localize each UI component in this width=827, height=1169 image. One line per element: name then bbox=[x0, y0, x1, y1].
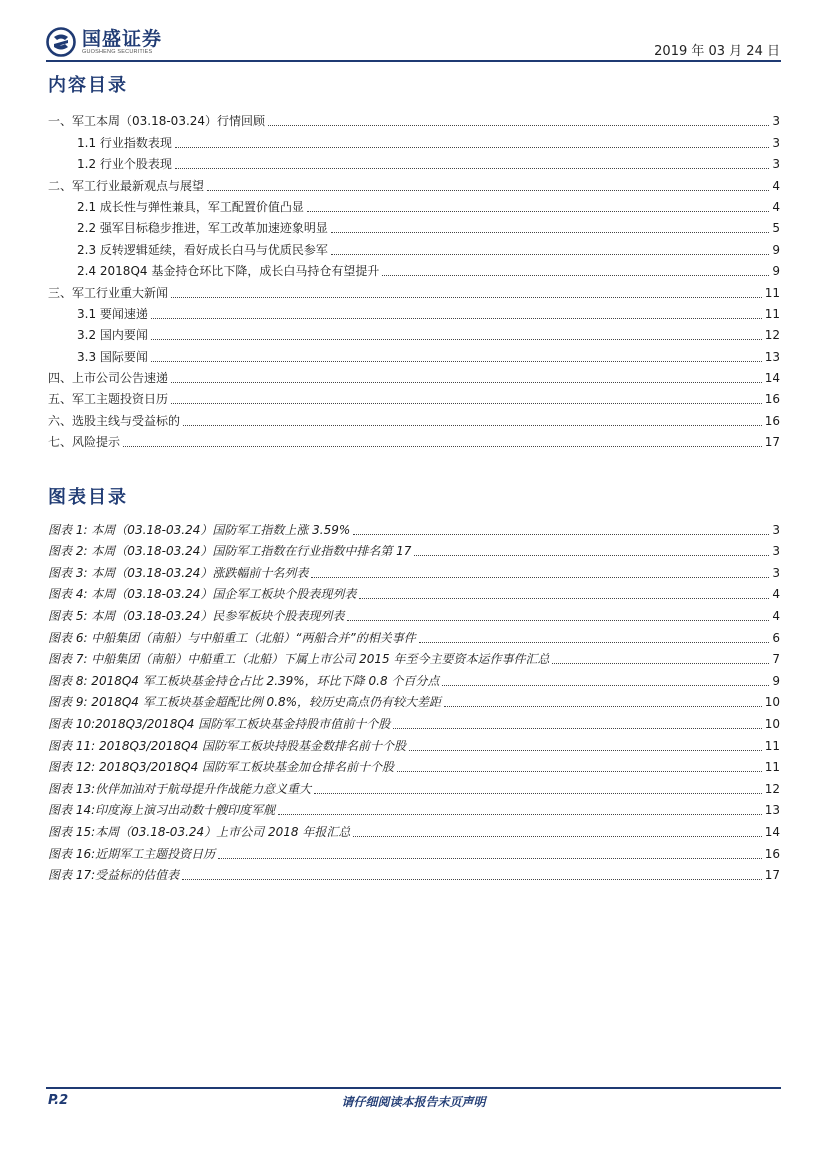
toc-dot-leader bbox=[151, 339, 762, 340]
contents-list bbox=[48, 108, 780, 450]
toc-dot-leader bbox=[382, 275, 769, 276]
toc-entry-label: 图表 12: 2018Q3/2018Q4 国防军工板块基金加仓排名前十个股 bbox=[48, 760, 395, 775]
toc-dot-leader bbox=[175, 168, 769, 169]
toc-entry-page: 16 bbox=[764, 392, 780, 407]
toc-dot-leader bbox=[171, 403, 762, 404]
toc-entry[interactable] bbox=[48, 624, 780, 646]
toc-dot-leader bbox=[409, 750, 762, 751]
toc-entry-label: 四、上市公司公告速递 bbox=[48, 371, 169, 386]
toc-entry-label: 3.3 国际要闻 bbox=[77, 349, 148, 364]
report-date: 2019 年 03 月 24 日 bbox=[654, 44, 780, 59]
toc-entry-page: 4 bbox=[772, 178, 780, 193]
toc-entry-label: 图表 7: 中船集团（南船）中船重工（北船）下属上市公司 2015 年至今主要资本运作事件汇总 bbox=[48, 652, 550, 667]
toc-entry-label: 七、风险提示 bbox=[48, 435, 121, 450]
toc-dot-leader bbox=[218, 858, 762, 859]
toc-dot-leader bbox=[442, 685, 769, 686]
toc-entry[interactable] bbox=[48, 559, 780, 581]
toc-entry-label: 图表 14:印度海上演习出动数十艘印度军舰 bbox=[48, 803, 276, 818]
toc-entry-label: 图表 2: 本周（03.18-03.24）国防军工指数在行业指数中排名第 17 bbox=[48, 544, 412, 559]
toc-entry[interactable] bbox=[48, 797, 780, 819]
toc-entry-page: 12 bbox=[764, 328, 780, 343]
toc-entry[interactable] bbox=[48, 236, 780, 257]
toc-entry-label: 图表 4: 本周（03.18-03.24）国企军工板块个股表现列表 bbox=[48, 587, 357, 602]
toc-dot-leader bbox=[552, 663, 769, 664]
toc-entry[interactable] bbox=[48, 754, 780, 776]
toc-entry-page: 10 bbox=[764, 695, 780, 710]
toc-entry-label: 五、军工主题投资日历 bbox=[48, 392, 169, 407]
toc-entry-page: 6 bbox=[772, 630, 780, 645]
toc-entry-page: 17 bbox=[764, 868, 780, 883]
toc-entry-label: 图表 1: 本周（03.18-03.24）国防军工指数上涨 3.59% bbox=[48, 522, 351, 537]
toc-dot-leader bbox=[353, 534, 769, 535]
toc-entry-label: 3.1 要闻速递 bbox=[77, 306, 148, 321]
toc-entry-page: 4 bbox=[772, 587, 780, 602]
toc-dot-leader bbox=[182, 879, 762, 880]
toc-entry[interactable] bbox=[48, 646, 780, 668]
toc-entry[interactable] bbox=[48, 840, 780, 862]
toc-entry-label: 图表 8: 2018Q4 军工板块基金持仓占比 2.39%，环比下降 0.8 个百分点 bbox=[48, 673, 440, 688]
toc-entry-page: 12 bbox=[764, 781, 780, 796]
toc-entry[interactable] bbox=[48, 258, 780, 279]
toc-entry[interactable] bbox=[48, 538, 780, 560]
toc-entry-page: 16 bbox=[764, 846, 780, 861]
toc-entry-page: 13 bbox=[764, 803, 780, 818]
toc-dot-leader bbox=[311, 577, 769, 578]
contents-title: 内容目录 bbox=[48, 75, 128, 96]
toc-entry[interactable] bbox=[48, 516, 780, 538]
page-number: P.2 bbox=[48, 1093, 69, 1108]
toc-entry-label: 图表 11: 2018Q3/2018Q4 国防军工板块持股基金数排名前十个股 bbox=[48, 738, 407, 753]
toc-entry[interactable] bbox=[48, 818, 780, 840]
toc-entry-page: 13 bbox=[764, 349, 780, 364]
toc-dot-leader bbox=[151, 361, 762, 362]
toc-dot-leader bbox=[444, 706, 762, 707]
toc-entry-page: 5 bbox=[772, 221, 780, 236]
toc-dot-leader bbox=[314, 793, 762, 794]
toc-entry-label: 一、军工本周（03.18-03.24）行情回顾 bbox=[48, 114, 266, 129]
toc-entry[interactable] bbox=[48, 215, 780, 236]
toc-entry[interactable] bbox=[48, 194, 780, 215]
toc-entry-page: 9 bbox=[772, 264, 780, 279]
toc-dot-leader bbox=[331, 254, 769, 255]
company-logo-icon bbox=[46, 27, 76, 57]
toc-entry-label: 六、选股主线与受益标的 bbox=[48, 413, 181, 428]
toc-entry-page: 14 bbox=[764, 824, 780, 839]
toc-entry-page: 11 bbox=[764, 760, 780, 775]
toc-entry[interactable] bbox=[48, 151, 780, 172]
toc-entry-label: 三、军工行业重大新闻 bbox=[48, 285, 169, 300]
toc-entry-label: 图表 5: 本周（03.18-03.24）民参军板块个股表现列表 bbox=[48, 608, 345, 623]
toc-dot-leader bbox=[347, 620, 769, 621]
toc-entry-label: 2.3 反转逻辑延续，看好成长白马与优质民参军 bbox=[77, 242, 328, 257]
toc-entry-label: 图表 13:伙伴加油对于航母提升作战能力意义重大 bbox=[48, 781, 312, 796]
company-name: 国盛证券 bbox=[82, 27, 163, 50]
toc-entry-page: 4 bbox=[772, 199, 780, 214]
footer-divider bbox=[46, 1087, 781, 1089]
toc-entry[interactable] bbox=[48, 301, 780, 322]
toc-entry-label: 1.2 行业个股表现 bbox=[77, 157, 172, 172]
toc-dot-leader bbox=[419, 642, 770, 643]
toc-entry-label: 3.2 国内要闻 bbox=[77, 328, 148, 343]
toc-entry[interactable] bbox=[48, 429, 780, 450]
toc-entry-label: 图表 6: 中船集团（南船）与中船重工（北船）“两船合并”的相关事件 bbox=[48, 630, 416, 645]
toc-entry-page: 16 bbox=[764, 413, 780, 428]
toc-entry-label: 图表 10:2018Q3/2018Q4 国防军工板块基金持股市值前十个股 bbox=[48, 716, 391, 731]
figures-title: 图表目录 bbox=[48, 487, 128, 508]
company-logo bbox=[46, 27, 162, 57]
toc-entry[interactable] bbox=[48, 581, 780, 603]
toc-entry[interactable] bbox=[48, 386, 780, 407]
toc-entry[interactable] bbox=[48, 862, 780, 884]
figures-list bbox=[48, 516, 780, 883]
toc-entry-label: 2.4 2018Q4 基金持仓环比下降，成长白马持仓有望提升 bbox=[77, 264, 380, 279]
toc-entry-label: 图表 16:近期军工主题投资日历 bbox=[48, 846, 216, 861]
toc-entry-label: 2.2 强军目标稳步推进，军工改革加速迹象明显 bbox=[77, 221, 328, 236]
toc-entry-page: 4 bbox=[772, 608, 780, 623]
toc-entry-label: 图表 15:本周（03.18-03.24）上市公司 2018 年报汇总 bbox=[48, 824, 351, 839]
toc-entry-label: 2.1 成长性与弹性兼具，军工配置价值凸显 bbox=[77, 199, 304, 214]
toc-dot-leader bbox=[393, 728, 761, 729]
company-subtitle: GUOSHENG SECURITIES bbox=[82, 48, 153, 55]
toc-entry-label: 图表 17:受益标的估值表 bbox=[48, 868, 180, 883]
toc-entry-page: 11 bbox=[764, 306, 780, 321]
toc-entry-page: 7 bbox=[772, 652, 780, 667]
disclaimer-note: 请仔细阅读本报告末页声明 bbox=[341, 1095, 486, 1109]
toc-entry-page: 11 bbox=[764, 285, 780, 300]
toc-dot-leader bbox=[307, 211, 769, 212]
header-divider bbox=[46, 60, 781, 62]
toc-entry[interactable] bbox=[48, 108, 780, 129]
toc-dot-leader bbox=[175, 147, 769, 148]
toc-dot-leader bbox=[151, 318, 762, 319]
toc-entry-page: 3 bbox=[772, 565, 780, 580]
toc-dot-leader bbox=[171, 382, 762, 383]
toc-entry-page: 10 bbox=[764, 716, 780, 731]
toc-entry[interactable] bbox=[48, 343, 780, 364]
toc-dot-leader bbox=[331, 232, 769, 233]
toc-entry[interactable] bbox=[48, 172, 780, 193]
toc-dot-leader bbox=[268, 125, 769, 126]
toc-entry-page: 17 bbox=[764, 435, 780, 450]
toc-dot-leader bbox=[397, 771, 762, 772]
toc-entry[interactable] bbox=[48, 667, 780, 689]
toc-dot-leader bbox=[353, 836, 761, 837]
toc-entry[interactable] bbox=[48, 129, 780, 150]
toc-entry-label: 图表 9: 2018Q4 军工板块基金超配比例 0.8%，较历史高点仍有较大差距 bbox=[48, 695, 442, 710]
toc-entry-page: 11 bbox=[764, 738, 780, 753]
toc-entry-page: 3 bbox=[772, 157, 780, 172]
toc-entry[interactable] bbox=[48, 365, 780, 386]
toc-dot-leader bbox=[278, 814, 762, 815]
toc-dot-leader bbox=[171, 297, 762, 298]
toc-entry[interactable] bbox=[48, 602, 780, 624]
toc-entry-page: 14 bbox=[764, 371, 780, 386]
toc-dot-leader bbox=[359, 598, 769, 599]
toc-dot-leader bbox=[123, 446, 762, 447]
toc-entry-page: 3 bbox=[772, 135, 780, 150]
toc-entry-page: 9 bbox=[772, 242, 780, 257]
toc-entry-page: 3 bbox=[772, 522, 780, 537]
toc-entry[interactable] bbox=[48, 322, 780, 343]
toc-entry-page: 9 bbox=[772, 673, 780, 688]
toc-entry-label: 1.1 行业指数表现 bbox=[77, 135, 172, 150]
toc-entry[interactable] bbox=[48, 732, 780, 754]
toc-dot-leader bbox=[207, 190, 769, 191]
toc-entry[interactable] bbox=[48, 279, 780, 300]
toc-entry-label: 二、军工行业最新观点与展望 bbox=[48, 178, 205, 193]
toc-dot-leader bbox=[414, 555, 769, 556]
toc-entry[interactable] bbox=[48, 775, 780, 797]
toc-entry[interactable] bbox=[48, 407, 780, 428]
toc-entry[interactable] bbox=[48, 689, 780, 711]
toc-dot-leader bbox=[183, 425, 762, 426]
toc-entry-label: 图表 3: 本周（03.18-03.24）涨跌幅前十名列表 bbox=[48, 565, 309, 580]
toc-entry-page: 3 bbox=[772, 114, 780, 129]
toc-entry[interactable] bbox=[48, 710, 780, 732]
toc-entry-page: 3 bbox=[772, 544, 780, 559]
